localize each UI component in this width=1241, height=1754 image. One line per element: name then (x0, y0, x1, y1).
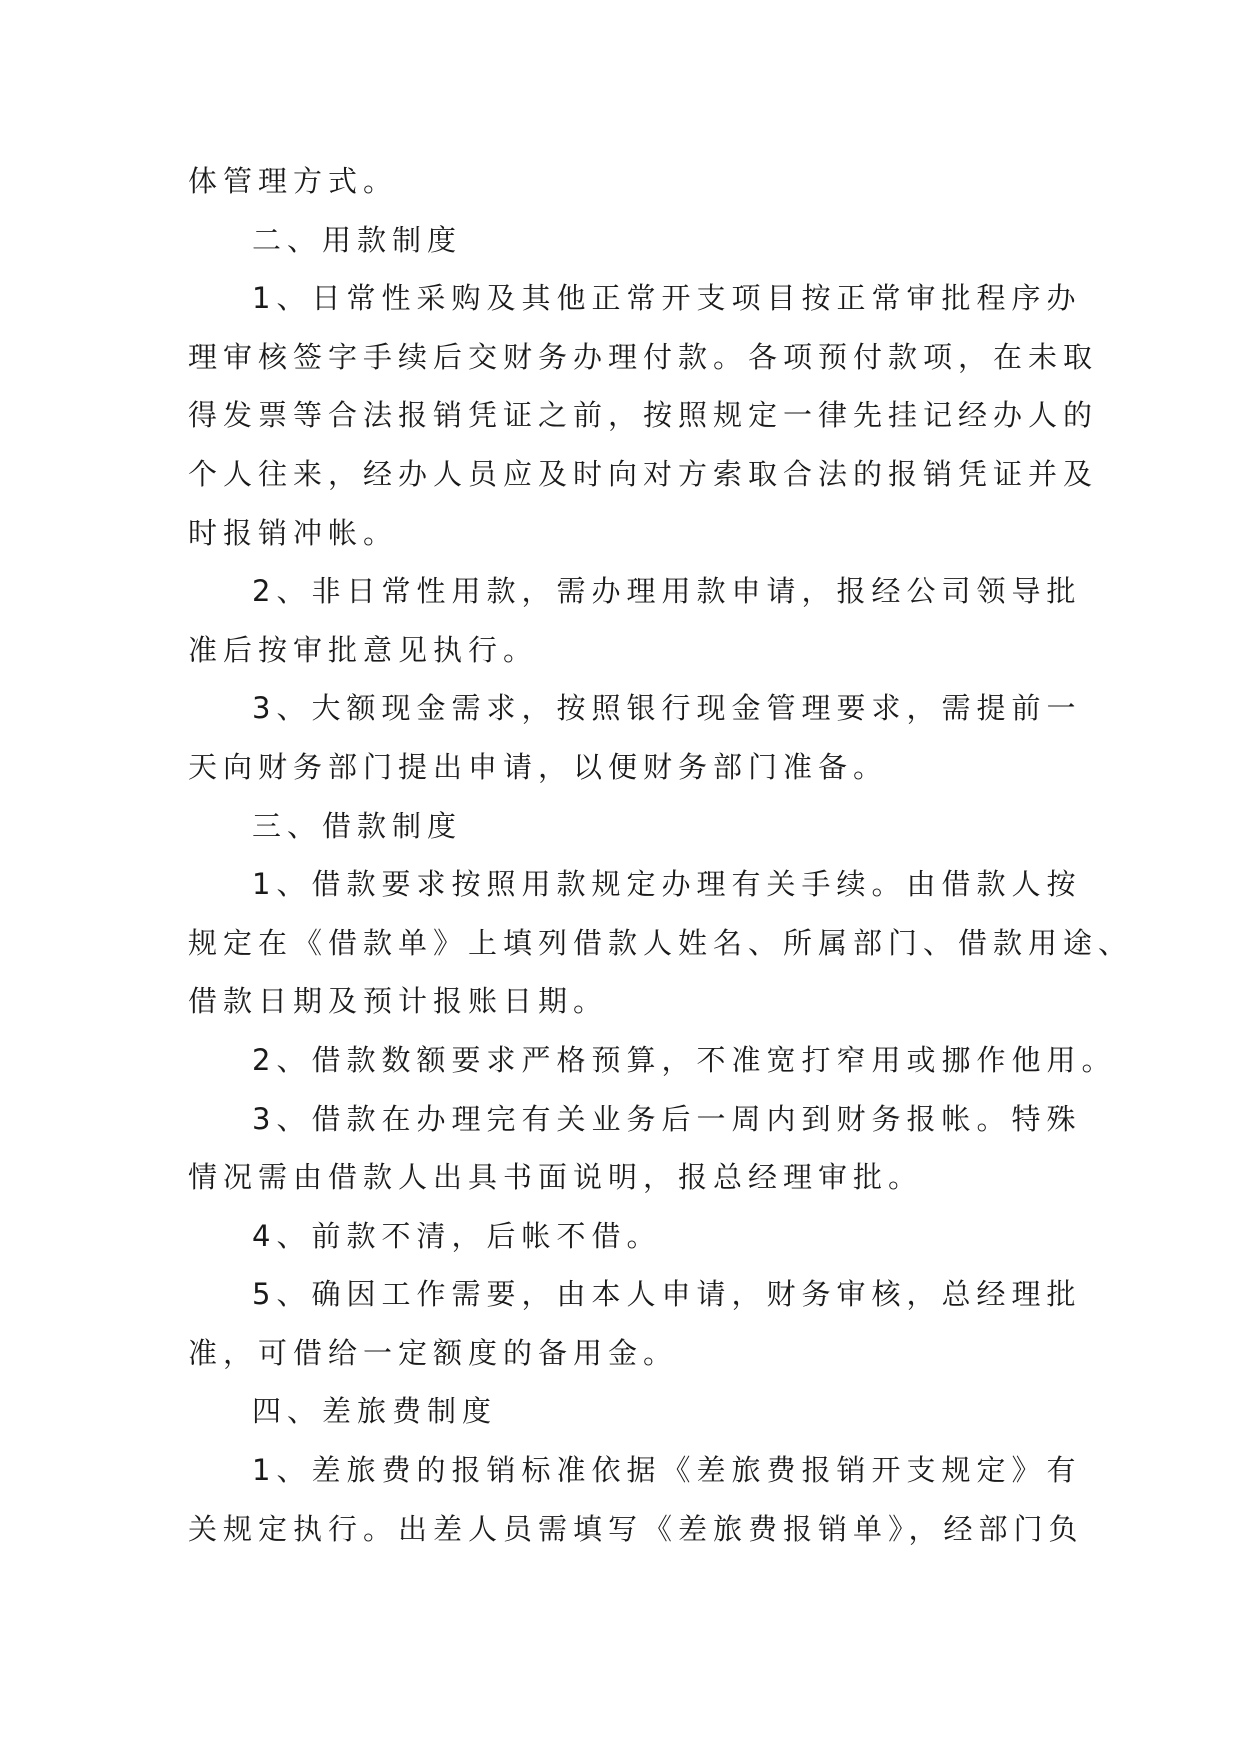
text-line: 3、大额现金需求，按照银行现金管理要求，需提前一 (252, 691, 1082, 726)
text-line: 4、前款不清，后帐不借。 (252, 1218, 662, 1253)
text-line: 2、借款数额要求严格预算，不准宽打窄用或挪作他用。 (252, 1042, 1117, 1077)
document-body (188, 152, 1134, 1558)
text-line: 3、借款在办理完有关业务后一周内到财务报帐。特殊 (252, 1101, 1082, 1136)
text-line: 个人往来，经办人员应及时向对方索取合法的报销凭证并及 (188, 456, 1099, 491)
text-line: 得发票等合法报销凭证之前，按照规定一律先挂记经办人的 (188, 398, 1099, 433)
text-line: 准后按审批意见执行。 (188, 632, 539, 667)
text-line: 理审核签字手续后交财务办理付款。各项预付款项，在未取 (188, 339, 1099, 374)
text-line: 规定在《借款单》上填列借款人姓名、所属部门、借款用途、 (188, 925, 1134, 960)
text-line: 1、差旅费的报销标准依据《差旅费报销开支规定》有 (252, 1453, 1082, 1488)
text-line: 2、非日常性用款，需办理用款申请，报经公司领导批 (252, 574, 1082, 609)
section-heading-loan: 三、借款制度 (252, 808, 463, 843)
text-line: 情况需由借款人出具书面说明，报总经理审批。 (188, 1160, 924, 1195)
section-heading-payment: 二、用款制度 (252, 222, 463, 257)
text-line: 准，可借给一定额度的备用金。 (188, 1335, 679, 1370)
text-line: 1、日常性采购及其他正常开支项目按正常审批程序办 (252, 281, 1082, 316)
text-line: 借款日期及预计报账日期。 (188, 984, 609, 1019)
text-line: 体管理方式。 (188, 164, 399, 198)
text-line: 5、确因工作需要，由本人申请，财务审核，总经理批 (252, 1277, 1082, 1312)
text-line: 关规定执行。出差人员需填写《差旅费报销单》，经部门负 (188, 1511, 1084, 1546)
text-line: 天向财务部门提出申请，以便财务部门准备。 (188, 749, 889, 784)
section-heading-travel: 四、差旅费制度 (252, 1394, 498, 1429)
text-line: 1、借款要求按照用款规定办理有关手续。由借款人按 (252, 867, 1082, 902)
text-line: 时报销冲帐。 (188, 515, 399, 550)
